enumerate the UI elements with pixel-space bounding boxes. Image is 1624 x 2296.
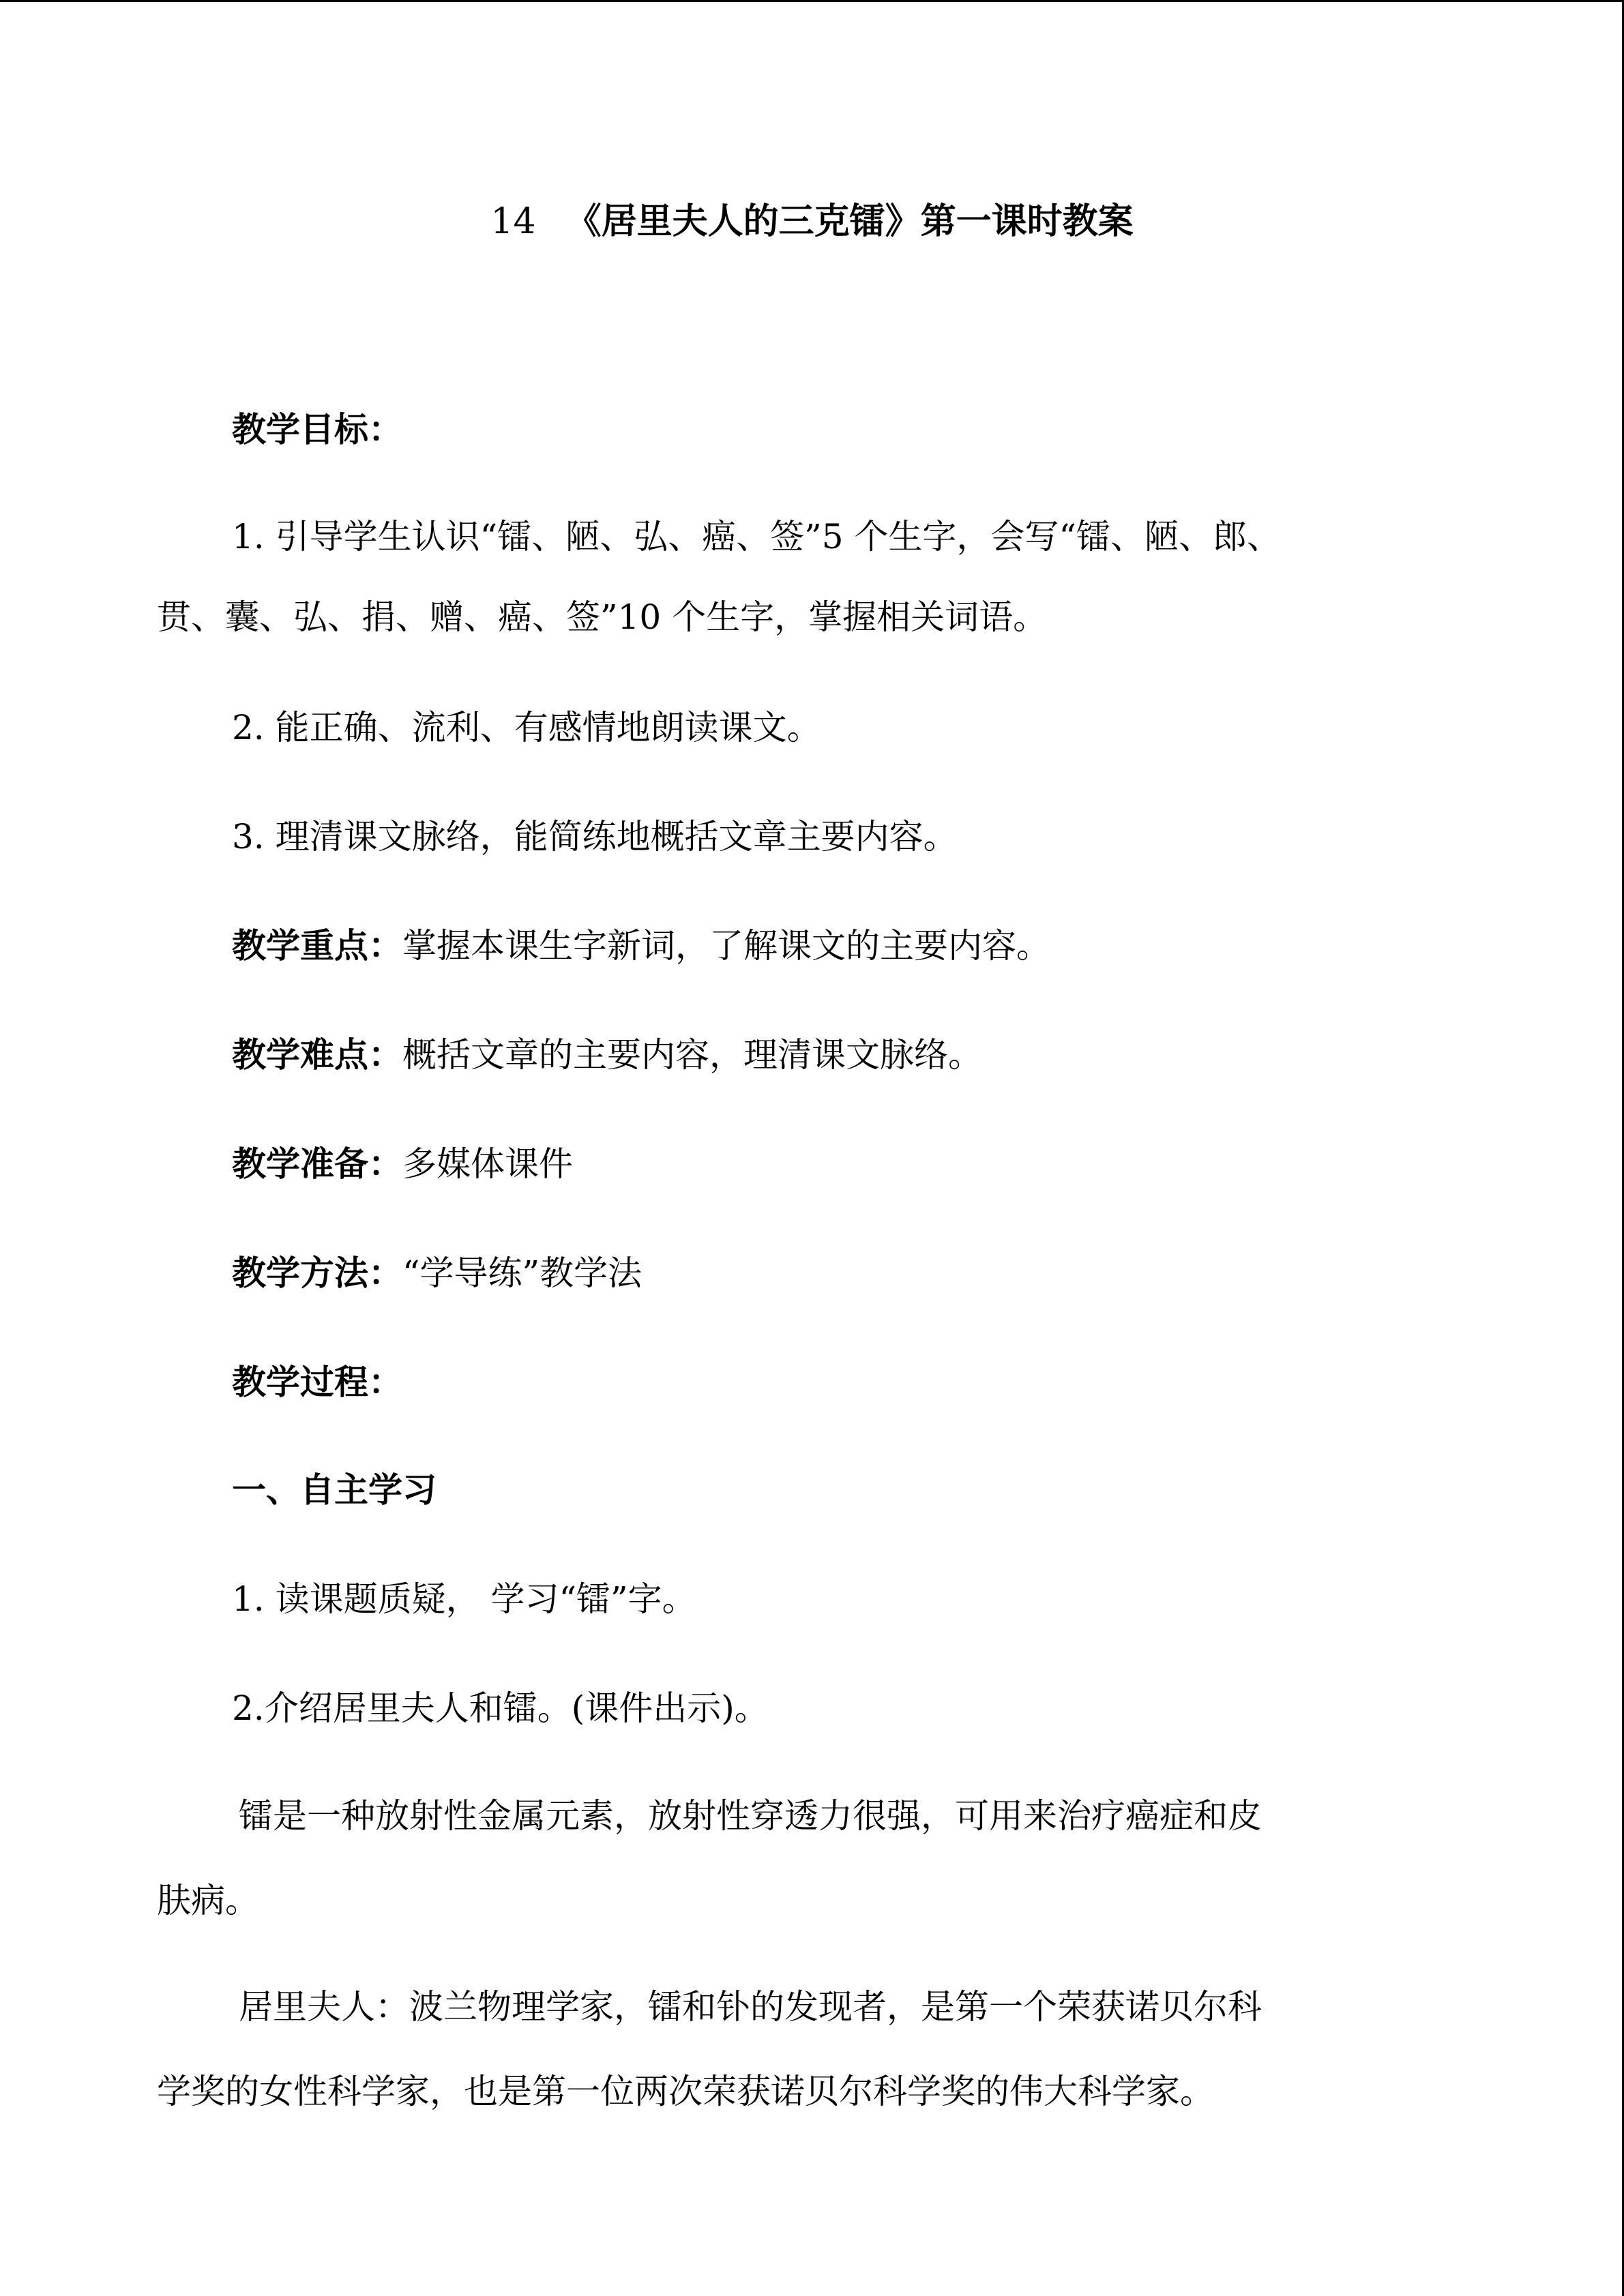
method-text: “学导练”教学法 bbox=[402, 1253, 643, 1293]
difficulty-text: 概括文章的主要内容，理清课文脉络。 bbox=[402, 1035, 982, 1075]
objectives-heading: 教学目标： bbox=[232, 409, 402, 449]
lesson-number: 14 bbox=[490, 201, 536, 242]
preparation-text: 多媒体课件 bbox=[402, 1144, 573, 1184]
curie-line-1: 居里夫人：波兰物理学家，镭和钋的发现者，是第一个荣获诺贝尔科 bbox=[239, 1987, 1262, 2027]
key-point-text: 掌握本课生字新词，了解课文的主要内容。 bbox=[402, 926, 1050, 966]
key-point-label: 教学重点： bbox=[232, 925, 402, 966]
objective-1-line-2: 贯、囊、弘、捐、赠、癌、签”10 个生字，掌握相关词语。 bbox=[157, 597, 1048, 637]
section-1-heading: 一、自主学习 bbox=[232, 1470, 437, 1510]
objective-1-line-1: 1. 引导学生认识“镭、陋、弘、癌、签”5 个生字，会写“镭、陋、郎、 bbox=[232, 517, 1281, 556]
document-title bbox=[0, 198, 1624, 245]
difficulty-row bbox=[232, 1031, 1466, 1079]
difficulty-label: 教学难点： bbox=[232, 1034, 402, 1075]
objective-2: 2. 能正确、流利、有感情地朗读课文。 bbox=[232, 708, 821, 747]
step-2: 2.介绍居里夫人和镭。(课件出示)。 bbox=[232, 1688, 769, 1728]
radium-line-1: 镭是一种放射性金属元素，放射性穿透力很强，可用来治疗癌症和皮 bbox=[239, 1796, 1262, 1836]
lesson-title: 《居里夫人的三克镭》第一课时教案 bbox=[565, 200, 1134, 242]
step-1: 1. 读课题质疑， 学习“镭”字。 bbox=[232, 1579, 696, 1619]
key-point-row bbox=[232, 922, 1466, 970]
curie-line-2: 学奖的女性科学家，也是第一位两次荣获诺贝尔科学奖的伟大科学家。 bbox=[157, 2072, 1214, 2111]
objective-3: 3. 理清课文脉络，能简练地概括文章主要内容。 bbox=[232, 817, 958, 856]
radium-line-2: 肤病。 bbox=[157, 1881, 259, 1920]
method-row bbox=[232, 1249, 1466, 1297]
preparation-row bbox=[232, 1140, 1466, 1188]
preparation-label: 教学准备： bbox=[232, 1144, 402, 1184]
process-heading: 教学过程： bbox=[232, 1362, 402, 1402]
method-label: 教学方法： bbox=[232, 1253, 402, 1293]
